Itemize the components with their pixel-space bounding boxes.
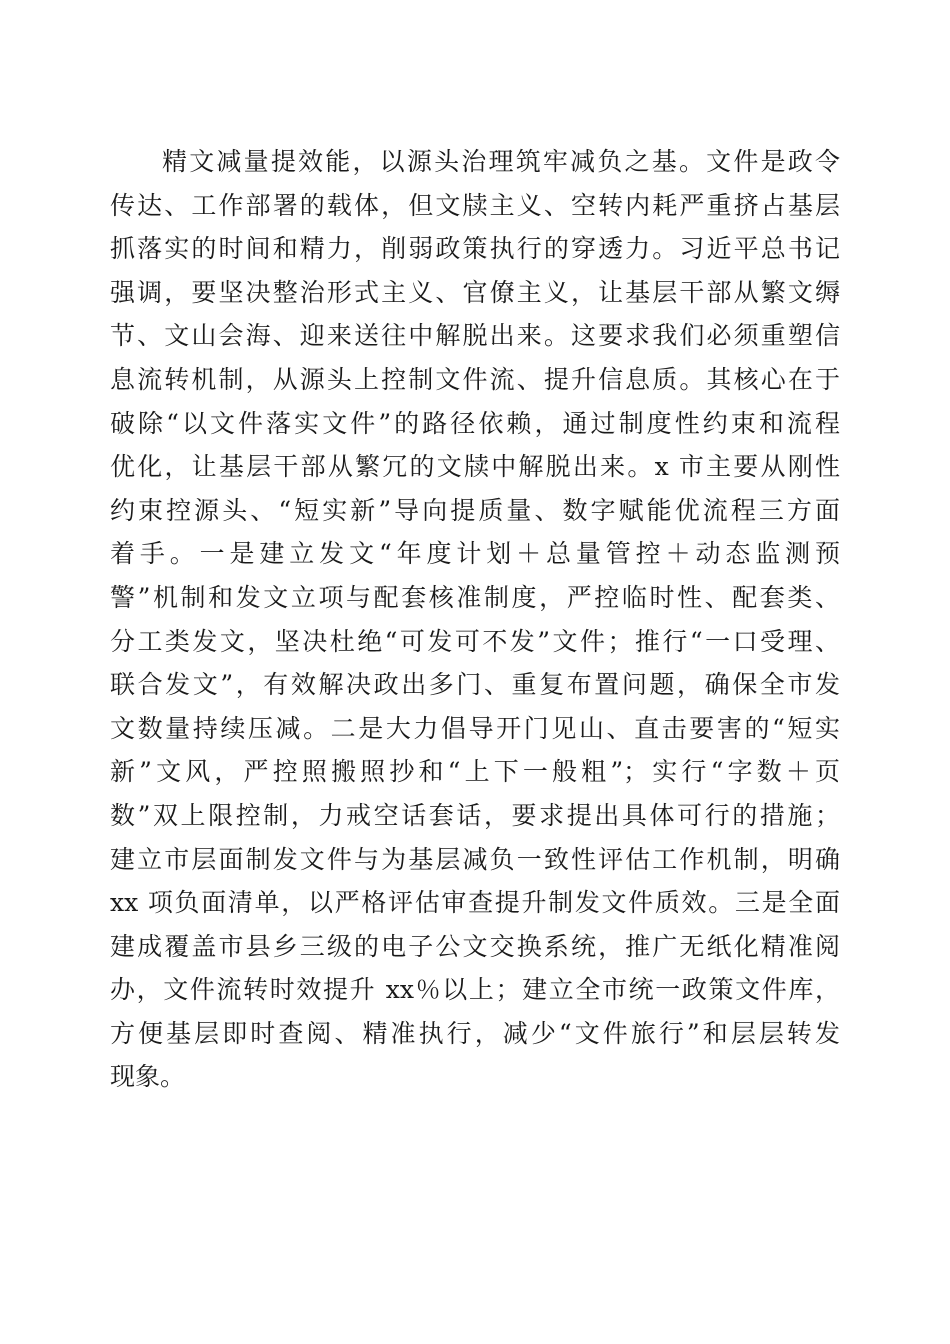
paragraph-line: 抓落实的时间和精力，削弱政策执行的穿透力。习近平总书记 (110, 234, 840, 264)
paragraph-line: 办，文件流转时效提升 xx％以上；建立全市统一政策文件库， (110, 975, 840, 1005)
paragraph-line: 方便基层即时查阅、精准执行，减少“文件旅行”和层层转发 (110, 1018, 840, 1048)
paragraph-line: 传达、工作部署的载体，但文牍主义、空转内耗严重挤占基层 (110, 190, 840, 220)
paragraph-line: 息流转机制，从源头上控制文件流、提升信息质。其核心在于 (110, 364, 840, 394)
paragraph-line: 警”机制和发文立项与配套核准制度，严控临时性、配套类、 (110, 582, 840, 612)
paragraph-line: 建成覆盖市县乡三级的电子公文交换系统，推广无纸化精准阅 (110, 931, 840, 961)
paragraph-line: 分工类发文，坚决杜绝“可发可不发”文件；推行“一口受理、 (110, 626, 840, 656)
paragraph-line: 现象。 (110, 1062, 186, 1092)
paragraph-line: 强调，要坚决整治形式主义、官僚主义，让基层干部从繁文缛 (110, 277, 840, 307)
paragraph-line: 优化，让基层干部从繁冗的文牍中解脱出来。x 市主要从刚性 (110, 452, 840, 482)
paragraph-line: xx 项负面清单，以严格评估审查提升制发文件质效。三是全面 (110, 888, 840, 918)
paragraph-line: 数”双上限控制，力戒空话套话，要求提出具体可行的措施； (110, 800, 840, 830)
paragraph-line: 建立市层面制发文件与为基层减负一致性评估工作机制，明确 (110, 844, 840, 874)
paragraph-line: 着手。一是建立发文“年度计划＋总量管控＋动态监测预 (110, 539, 840, 569)
paragraph-line: 新”文风，严控照搬照抄和“上下一般粗”；实行“字数＋页 (110, 757, 840, 787)
paragraph-line: 精文减量提效能，以源头治理筑牢减负之基。文件是政令 (162, 147, 840, 176)
paragraph-line: 约束控源头、“短实新”导向提质量、数字赋能优流程三方面 (110, 495, 840, 525)
paragraph-line: 节、文山会海、迎来送往中解脱出来。这要求我们必须重塑信 (110, 321, 840, 351)
paragraph-line: 破除“以文件落实文件”的路径依赖，通过制度性约束和流程 (110, 408, 840, 438)
paragraph-line: 文数量持续压减。二是大力倡导开门见山、直击要害的“短实 (110, 713, 840, 743)
paragraph-line: 联合发文”，有效解决政出多门、重复布置问题，确保全市发 (110, 670, 840, 700)
body-paragraph (110, 140, 840, 1099)
